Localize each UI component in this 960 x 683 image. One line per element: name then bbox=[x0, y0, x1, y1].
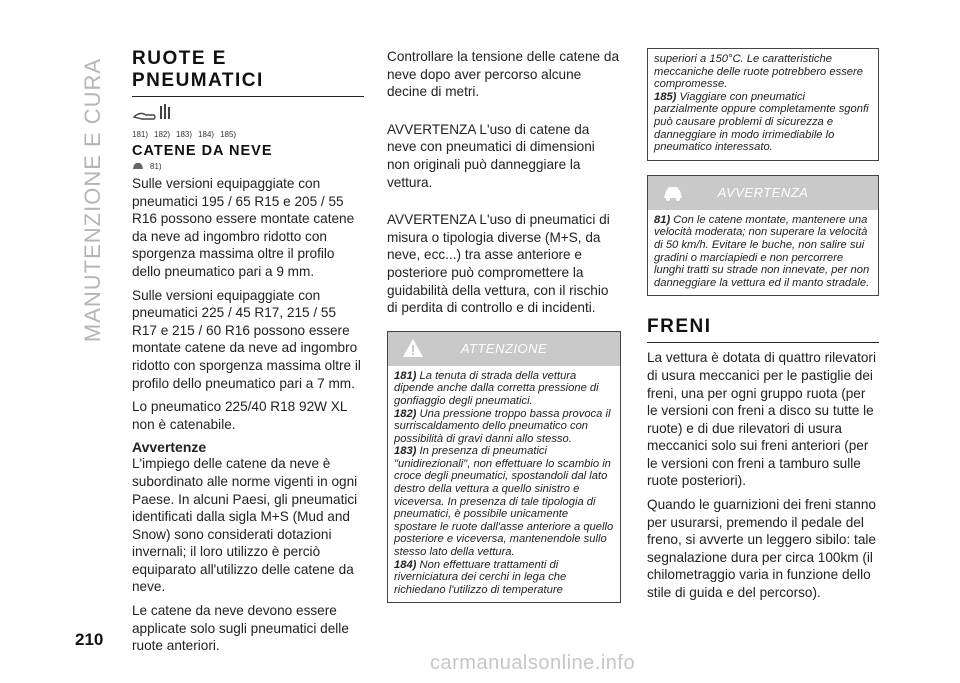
column-3 bbox=[647, 48, 879, 608]
hand-warning-icon bbox=[132, 103, 176, 123]
note-183: 183) In presenza di pneumatici "unidirezionali", non effettuare lo scambio in croce degli pneumatici, spostandoli dal lato destro della vettura a quello sinistro e viceversa. In presenza di tale tipologia di pneumatici, è possibile unicamente spostare le ruote dall'asse anteriore a quello posteriore e viceversa, mantenendole sullo stesso lato della vettura. bbox=[394, 445, 614, 559]
paragraph: AVVERTENZA L'uso di pneumatici di misura o tipologia diverse (M+S, da neve, ecc...) tra asse anteriore e posteriore può compromettere la guidabilità della vettura, con il rischio di perdita di controllo e di incidenti. bbox=[387, 212, 610, 316]
note-185: 185) Viaggiare con pneumatici parzialmente oppure completamente sgonfi può causare problemi di sicurezza e danneggiare in modo irrimediabile lo pneumatico interessato. bbox=[654, 90, 869, 154]
warning-box-header: AVVERTENZA bbox=[648, 176, 878, 210]
paragraph: La vettura è dotata di quattro rilevatori di usura meccanici per le pastiglie dei freni, una per ogni gruppo ruota (per le versioni con freni a disco su tutte le ruote) e di due rilevatori di usura meccanici solo sui freni anteriori (per le versioni con freni a tamburo sulle ruote posteriori). bbox=[647, 350, 876, 489]
paragraph: Quando le guarnizioni dei freni stanno per usurarsi, premendo il pedale del freno, si avverte un leggero sibilo: tale segnalazione dura per circa 100km (il chilometraggio varia in funzione dello stile di guida e del percorso). bbox=[647, 497, 876, 601]
attention-box-header: ATTENZIONE bbox=[388, 332, 620, 366]
paragraph: Sulle versioni equipaggiate con pneumatici 225 / 45 R17, 215 / 55 R17 e 215 / 60 R16 possono essere montate catene da neve ad ingombro ridotto con sporgenza massima oltre il profilo dello pneumatico pari a 7 mm. bbox=[132, 287, 361, 391]
reference-list bbox=[132, 130, 364, 139]
note-182: 182) Una pressione troppo bassa provoca il surriscaldamento dello pneumatico con possibilità di gravi danni allo stesso. bbox=[394, 407, 611, 445]
note-181: 181) La tenuta di strada della vettura dipende anche dalla corretta pressione di gonfiaggio degli pneumatici. bbox=[394, 369, 599, 407]
car-icon bbox=[132, 161, 144, 171]
attention-box-continued bbox=[647, 48, 879, 161]
page-title: RUOTE E PNEUMATICI bbox=[132, 48, 364, 97]
section-title-freni: FRENI bbox=[647, 316, 879, 343]
paragraph: Lo pneumatico 225/40 R18 92W XL non è catenabile. bbox=[132, 399, 347, 432]
section-ref: 81) bbox=[132, 161, 364, 171]
side-section-title: MANUTENZIONE E CURA bbox=[80, 57, 105, 343]
attention-box bbox=[387, 331, 621, 604]
ref-182: 182) bbox=[154, 130, 171, 139]
warning-box bbox=[647, 175, 879, 297]
note-184-continued: superiori a 150°C. Le caratteristiche meccaniche delle ruote potrebbero essere compromesse. bbox=[654, 53, 863, 91]
paragraph: L'impiego delle catene da neve è subordinato alle norme vigenti in ogni Paese. In alcuni Paesi, gli pneumatici identificati dalla sigla M+S (Mud and Snow) sono considerati dotazioni invernali; il loro utilizzo è perciò equiparato all'utilizzo delle catene da neve. bbox=[132, 456, 358, 595]
ref-181: 181) bbox=[132, 130, 149, 139]
paragraph: Le catene da neve devono essere applicate solo sugli pneumatici delle ruote anteriori. bbox=[132, 603, 349, 654]
column-2 bbox=[387, 48, 621, 603]
paragraph: Sulle versioni equipaggiate con pneumatici 195 / 65 R15 e 205 / 55 R16 possono essere montate catene da neve ad ingombro ridotto con sporgenza massima oltre il profilo dello pneumatico pari a 9 mm. bbox=[132, 176, 355, 279]
page-number: 210 bbox=[75, 630, 104, 649]
warning-box-body bbox=[648, 210, 878, 296]
note-184: 184) Non effettuare trattamenti di riverniciatura dei cerchi in lega che richiedano l'utilizzo di temperature bbox=[394, 558, 567, 596]
paragraph: AVVERTENZA L'uso di catene da neve con pneumatici di dimensioni non originali può danneggiare la vettura. bbox=[387, 121, 595, 190]
attention-box-body bbox=[388, 366, 620, 603]
section-title-catene: CATENE DA NEVE bbox=[132, 143, 273, 159]
ref-185: 185) bbox=[220, 130, 237, 139]
paragraph: Controllare la tensione delle catene da neve dopo aver percorso alcune decine di metri. bbox=[387, 49, 620, 100]
column-1 bbox=[132, 48, 364, 661]
watermark: carmanualsonline.info bbox=[430, 652, 636, 674]
subheading-avvertenze: Avvertenze bbox=[132, 439, 207, 456]
note-81: 81) Con le catene montate, mantenere una velocità moderata; non superare la velocità di 50 km/h. Evitare le buche, non salire sui gradini o marciapiedi e non percorrere lunghi tratti su strade non innevate, per non danneggiare la vettura ed il manto stradale. bbox=[654, 213, 870, 289]
ref-184: 184) bbox=[198, 130, 215, 139]
ref-183: 183) bbox=[176, 130, 193, 139]
